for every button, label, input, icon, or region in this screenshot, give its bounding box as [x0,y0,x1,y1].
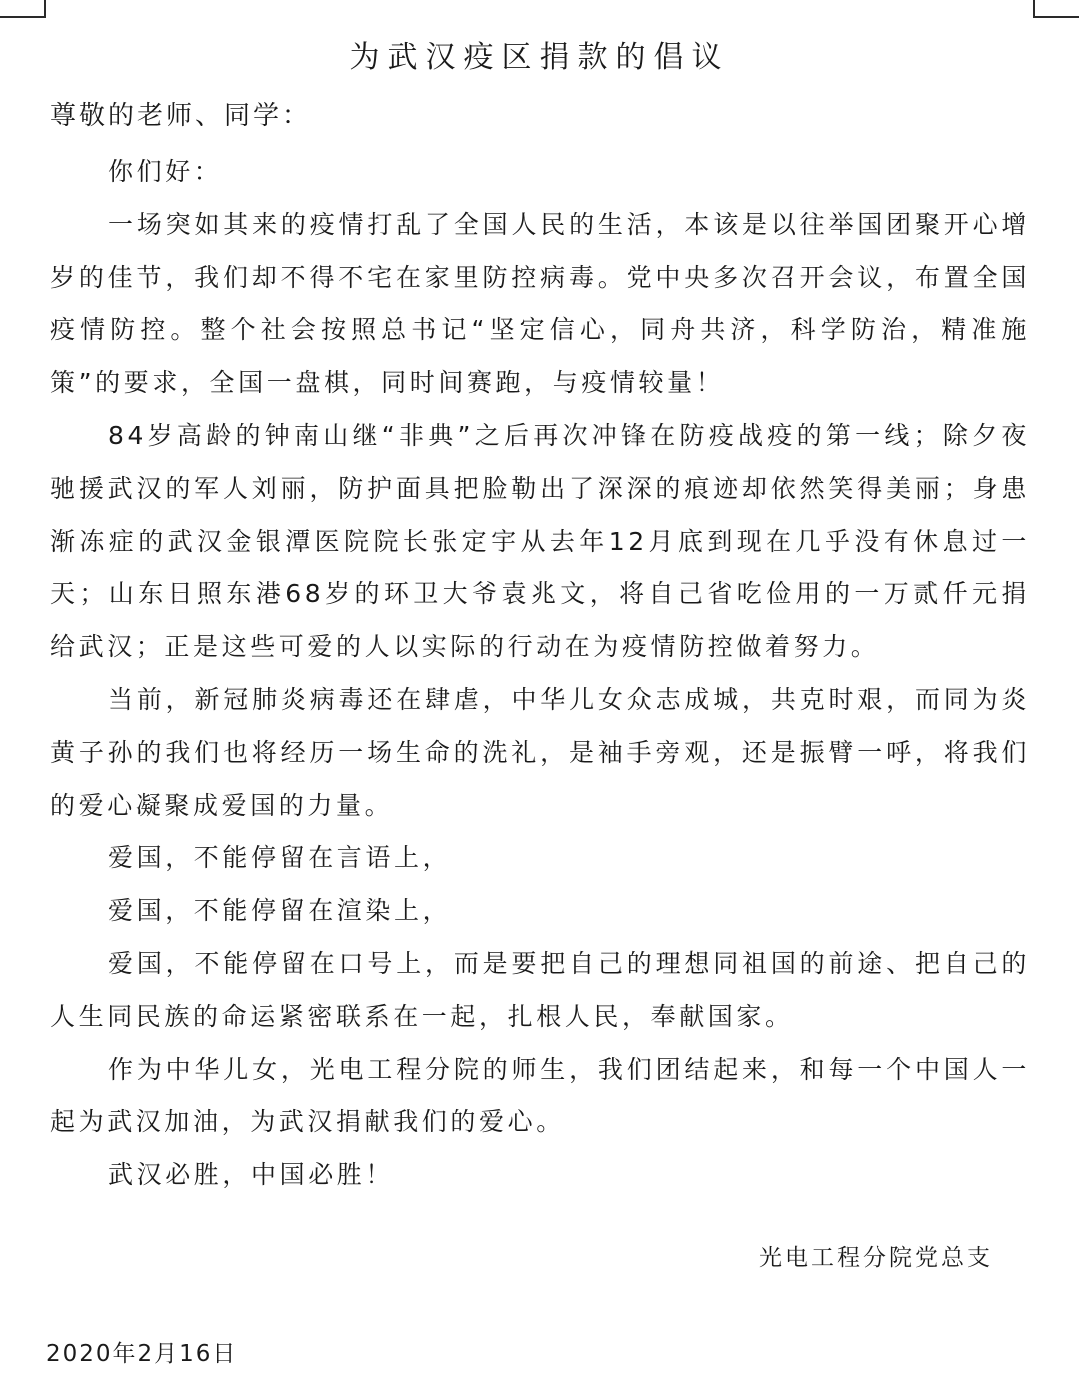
letter-title: 为武汉疫区捐款的倡议 [349,40,730,75]
crop-mark-top-left [0,0,46,18]
signature: 光电工程分院党总支 [759,1245,993,1271]
body-paragraph: 一场突如其来的疫情打乱了全国人民的生活，本该是以往举国团聚开心增岁的佳节，我们却不得不宅在家里防控病毒。党中央多次召开会议，布置全国疫情防控。整个社会按照总书记“坚定信心，同舟共济，科学防治，精准施策”的要求，全国一盘棋，同时间赛跑，与疫情较量！ [50,209,1030,398]
body-paragraph: 爱国，不能停留在渲染上， [108,896,452,926]
body-paragraph: 爱国，不能停留在口号上，而是要把自己的理想同祖国的前途、把自己的人生同民族的命运紧密联系在一起，扎根人民，奉献国家。 [50,948,1030,1031]
crop-mark-top-right [1033,0,1079,18]
letter-body [50,146,1030,1202]
greeting-paragraph: 你们好： [108,157,223,186]
body-paragraph: 84岁高龄的钟南山继“非典”之后再次冲锋在防疫战疫的第一线；除夕夜驰援武汉的军人刘丽，防护面具把脸勒出了深深的痕迹却依然笑得美丽；身患渐冻症的武汉金银潭医院院长张定宇从去年12月底到现在几乎没有休息过一天；山东日照东港68岁的环卫大爷袁兆文，将自己省吃俭用的一万贰仟元捐给武汉；正是这些可爱的人以实际的行动在为疫情防控做着努力。 [50,420,1030,662]
body-paragraph: 当前，新冠肺炎病毒还在肆虐，中华儿女众志成城，共克时艰，而同为炎黄子孙的我们也将经历一场生命的洗礼，是袖手旁观，还是振臂一呼，将我们的爱心凝聚成爱国的力量。 [50,684,1030,820]
closing-slogan: 武汉必胜，中国必胜！ [108,1160,395,1190]
body-paragraph: 爱国，不能停留在言语上， [108,843,452,873]
letter-date: 2020年2月16日 [46,1341,238,1367]
body-paragraph: 作为中华儿女，光电工程分院的师生，我们团结起来，和每一个中国人一起为武汉加油，为武汉捐献我们的爱心。 [50,1054,1030,1137]
salutation: 尊敬的老师、同学： [50,101,312,131]
